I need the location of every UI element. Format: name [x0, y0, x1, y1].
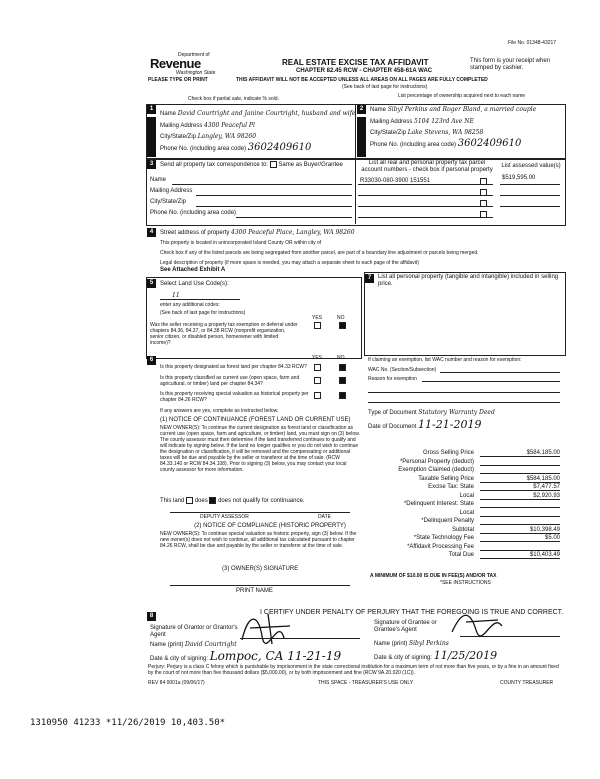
grantor-signature-label: Signature of Grantor or Grantor's Agent: [150, 625, 238, 638]
exemption-claim: If claiming an exemption, list WAC number and reason for exemption:: [368, 357, 522, 363]
doc-type: Statutory Warranty Deed: [418, 409, 495, 416]
print-name: PRINT NAME: [236, 588, 273, 594]
parcel-value: $519,595.00: [502, 175, 536, 181]
grantor-date: Lompoc, CA 11-21-19: [209, 649, 342, 663]
grantor-print: David Courtright: [185, 641, 237, 648]
tax-row-label: Subtotal: [451, 526, 474, 533]
yes-col-2: YES: [312, 355, 323, 361]
logo-dept: Department of: [178, 52, 210, 58]
grantor-print-row: [150, 641, 237, 649]
same-as-buyer-checkbox[interactable]: [270, 161, 277, 168]
tax-row-label: *Delinquent Penalty: [421, 518, 474, 524]
forest-no-checkbox[interactable]: [339, 364, 346, 371]
tax-row-label: Taxable Selling Price: [418, 475, 474, 482]
continuance-title: (1) NOTICE OF CONTINUANCE (FOREST LAND OR CURRENT USE): [160, 417, 351, 423]
tax-row-label: Gross Selling Price: [422, 450, 474, 456]
corr-mailing: Mailing Address: [150, 188, 193, 194]
tax-row-value: [480, 509, 560, 517]
seller-phone: 3602409610: [247, 142, 312, 153]
parcel-checkbox-3[interactable]: [480, 200, 487, 207]
qualify-label: qualify for continuance.: [242, 498, 305, 505]
assessed-header: List assessed value(s): [501, 163, 561, 169]
q-forest-land: Is this property designated as forest land per chapter 84.33 RCW?: [160, 364, 307, 370]
tab-7: 7: [365, 274, 374, 283]
tax-row-value: $584,185.00: [480, 449, 560, 457]
does-not-label: does not: [218, 498, 242, 505]
grantee-signature-label: Signature of Grantee or Grantee's Agent: [374, 620, 437, 633]
correspondence-label: Send all property tax correspondence to:: [160, 162, 269, 169]
tax-row-label: Exemption Claimed (deduct): [398, 467, 474, 473]
tax-row-label: Total Due: [448, 552, 474, 558]
doc-date-label: Date of Document: [368, 424, 417, 430]
corr-phone: Phone No. (including area code): [150, 210, 237, 216]
tax-row-value: $584,185.00: [480, 475, 560, 483]
does-label: does: [194, 498, 208, 505]
tab-1: 1: [147, 105, 156, 114]
see-back-note: (See back of last page for instructions): [342, 84, 428, 90]
personal-property-label: List all personal property (tangible and intangible) included in selling price.: [378, 274, 559, 287]
please-type: PLEASE TYPE OR PRINT: [148, 77, 208, 83]
logo-name: Revenue: [150, 56, 201, 71]
seller-label-bar: [147, 117, 156, 157]
street-value: 4300 Peaceful Place, Langley, WA 98260: [231, 229, 355, 236]
correspondence-row: [160, 161, 343, 169]
file-number: File No. 01348-43217: [508, 40, 557, 46]
buyer-label-bar: [357, 117, 366, 157]
parcel-checkbox-1[interactable]: [480, 178, 487, 185]
tax-row-label: Local: [459, 509, 474, 516]
seller-name: David Courtright and Janine Courtright, husband and wife: [177, 110, 356, 117]
parcels-header: List all real and personal property tax parcel account numbers - check box if personal property: [361, 160, 493, 173]
tax-row-label: Local: [459, 492, 474, 499]
q-current-use: Is this property classified as current use (open space, farm and agricultural, or timber) land per chapter 84.34?: [160, 375, 300, 387]
partial-sale-label: Check box if partial sale, indicate % sold.: [188, 96, 279, 102]
land-use-see-back: (See back of last page for instructions): [160, 310, 246, 316]
tax-row: [368, 475, 562, 484]
doc-date-row: [368, 418, 482, 431]
buyer-name-row: [370, 106, 536, 114]
doc-type-label: Type of Document: [368, 410, 417, 416]
form-warning: THIS AFFIDAVIT WILL NOT BE ACCEPTED UNLESS ALL AREAS ON ALL PAGES ARE FULLY COMPLETED: [236, 77, 488, 83]
recording-stamp: 1310950 41233 *11/26/2019 10,403.50*: [30, 718, 226, 728]
exemption-reason: Reason for exemption: [368, 376, 417, 382]
deputy-date: DATE: [318, 514, 331, 520]
parcel-checkbox-4[interactable]: [480, 211, 487, 218]
buyer-city-row: [370, 129, 483, 137]
no-col-2: NO: [337, 355, 345, 361]
continuance-text: NEW OWNER(S): To continue the current designation as forest land or classification as current use (open space, farm and agriculture, or timber) land, you must sign on (3) below. The county assessor must then determine if the land transferred continues to qualify and will indicate by signing below. If the land no longer qualifies or you do not wish to continue the designation or classification, it will be removed and the compensating or additional taxes will be due and payable by the seller or transferor at the time of sale. (RCW 84.33.140 or RCW 84.34.108). Prior to signing (3) below, you may contact your local county assessor for more information.: [160, 425, 360, 473]
buyer-phone-row: [370, 140, 521, 149]
owner-signature: (3) OWNER(S) SIGNATURE: [222, 566, 299, 572]
land-use-box: [146, 277, 362, 359]
exemption-no-checkbox[interactable]: [339, 322, 346, 329]
tax-row: [368, 509, 562, 518]
tab-4: 4: [147, 228, 156, 237]
grantor-print-label: Name (print): [150, 642, 184, 648]
certify-statement: I CERTIFY UNDER PENALTY OF PERJURY THAT THE FOREGOING IS TRUE AND CORRECT.: [260, 609, 564, 616]
treasurer-use: THIS SPACE - TREASURER'S USE ONLY: [318, 680, 414, 686]
historic-yes-checkbox[interactable]: [314, 392, 321, 399]
tab-5: 5: [147, 279, 156, 288]
receipt-note: This form is your receipt when stamped by cashier.: [470, 58, 551, 71]
form-subtitle: CHAPTER 82.45 RCW - CHAPTER 458-61A WAC: [296, 68, 433, 74]
tax-row-value: $2,920.93: [480, 492, 560, 500]
grantor-signature: [238, 608, 298, 648]
same-as-buyer-label: Same as Buyer/Grantee: [278, 162, 343, 169]
tax-calculation-table: [368, 449, 562, 560]
tax-row-value: [480, 500, 560, 508]
buyer-phone-label: Phone No. (including area code): [370, 142, 457, 148]
street-located: This property is located in unincorporated Island County OR within city of: [160, 240, 322, 246]
does-checkbox[interactable]: [186, 497, 193, 504]
land-use-label: Select Land Use Code(s):: [160, 281, 229, 287]
tax-row-value: [480, 458, 560, 466]
tax-row-value: $7,477.57: [480, 483, 560, 491]
land-use-code: 11: [172, 292, 180, 299]
tax-row: [368, 466, 562, 475]
seller-phone-row: [160, 144, 311, 153]
corr-city: City/State/Zip: [150, 199, 187, 205]
exemption-yes-checkbox[interactable]: [314, 322, 321, 329]
q-historic: Is this property receiving special valuation as historical property per chapter 84.26 RCW?: [160, 391, 309, 403]
deputy-assessor: DEPUTY ASSESSOR: [200, 514, 249, 520]
logo-state: Washington State: [176, 70, 216, 76]
street-row: [160, 229, 355, 237]
tax-row: [368, 551, 562, 560]
minimum-due: A MINIMUM OF $10.00 IS DUE IN FEE(S) AND/OR TAX: [370, 573, 497, 579]
tax-row-value: $5.00: [480, 534, 560, 542]
buyer-name-label: Name: [370, 107, 387, 113]
tax-row: [368, 483, 562, 492]
doc-type-row: [368, 409, 495, 417]
tab-6: 6: [147, 356, 156, 365]
ownership-note: List percentage of ownership acquired next to each name: [398, 93, 526, 99]
seller-phone-label: Phone No. (including area code): [160, 146, 247, 152]
tax-row: [368, 492, 562, 501]
parcel-number: R33030-080-3900 151551: [360, 178, 431, 184]
tax-row: [368, 449, 562, 458]
tab-2: 2: [357, 105, 366, 114]
buyer-city: Lake Stevens, WA 98258: [407, 129, 484, 136]
tax-row-label: *Personal Property (deduct): [399, 458, 474, 465]
grantor-date-label: Date & city of signing:: [150, 656, 209, 662]
buyer-mailing: 5104 123rd Ave NE: [414, 118, 474, 125]
seller-mailing-row: [160, 122, 255, 130]
tax-row-value: $10,403.49: [480, 551, 560, 559]
grantee-print-label: Name (print): [374, 641, 408, 647]
grantee-date-label: Date & city of signing:: [374, 655, 433, 661]
see-instructions: *SEE INSTRUCTIONS: [440, 580, 491, 586]
tax-row-label: *Affidavit Processing Fee: [407, 543, 474, 550]
forest-yes-checkbox[interactable]: [314, 364, 321, 371]
revision: REV 84 0001a (09/06/17): [148, 680, 205, 686]
doc-date: 11-21-2019: [418, 418, 482, 431]
buyer-mailing-label: Mailing Address: [370, 119, 413, 125]
seller-city-label: City/State/Zip: [160, 134, 197, 140]
additional-codes: enter any additional codes:: [160, 302, 220, 308]
county-treasurer: COUNTY TREASURER: [500, 680, 554, 686]
seller-mailing-label: Mailing Address: [160, 123, 203, 129]
yes-col-1: YES: [312, 315, 323, 321]
tax-row-label: *Delinquent Interest: State: [403, 501, 474, 507]
grantee-date: 11/25/2019: [433, 649, 498, 662]
seller-city-row: [160, 133, 256, 141]
wac-number: WAC No. (Section/Subsection): [368, 367, 437, 373]
seller-name-row: [160, 110, 355, 118]
tax-row-value: [480, 517, 560, 525]
tax-row: [368, 500, 562, 509]
corr-name: Name: [150, 177, 167, 183]
parcel-checkbox-2[interactable]: [480, 189, 487, 196]
does-not-checkbox[interactable]: [209, 497, 216, 504]
grantee-date-row: [374, 649, 498, 662]
tax-row: [368, 517, 562, 526]
grantee-print: Sibyl Perkins: [409, 640, 449, 647]
tax-row: [368, 458, 562, 467]
tab-3: 3: [147, 160, 156, 169]
tax-row-label: *State Technology Fee: [413, 535, 474, 541]
street-label: Street address of property: [160, 230, 230, 236]
compliance-title: (2) NOTICE OF COMPLIANCE (HISTORIC PROPERTY): [194, 523, 346, 529]
grantor-date-row: [150, 649, 342, 663]
grantee-print-row: [374, 640, 449, 648]
tax-row-value: [480, 543, 560, 551]
perjury-notice: Perjury: Perjury is a class C felony which is punishable by imprisonment in the state correctional institution for a maximum term of not more than five years, or by a fine in an amount fixed by the court of not more than five thousand dollars ($5,000.00), or by both imprisonment and fine (RCW 9A.20.020 (1C)).: [148, 664, 559, 676]
compliance-text: NEW OWNER(S): To continue special valuation as historic property, sign (3) below. If the new owner(s) does not wish to continue, all additional tax calculated pursuant to chapter 84.26 RCW, shall be due and payable by the seller or transferor at the time of sale.: [160, 531, 357, 549]
dor-logo: [150, 52, 220, 76]
continuance-qualify-row: [160, 497, 304, 505]
no-col-1: NO: [337, 315, 345, 321]
legal-description-label: Legal description of property (if more space is needed, you may attach a separate sheet to each page of the affidavit): [160, 260, 419, 266]
segregated-note: Check box if any of the listed parcels are being segregated from another parcel, are part of a boundary line adjustment or parcels being merged.: [160, 250, 479, 256]
tax-row-value: [480, 466, 560, 474]
seller-city: Langley, WA 98260: [197, 133, 257, 140]
tax-row-value: $10,398.49: [480, 526, 560, 534]
tab-8: 8: [147, 612, 156, 621]
grantee-signature: [448, 606, 508, 638]
buyer-phone: 3602409610: [457, 138, 522, 149]
yes-instruction: If any answers are yes, complete as instructed below.: [160, 408, 279, 414]
tax-row-label: Excise Tax: State: [428, 484, 474, 490]
historic-no-checkbox[interactable]: [339, 392, 346, 399]
tax-row: [368, 526, 562, 535]
buyer-mailing-row: [370, 118, 474, 126]
buyer-name: Sibyl Perkins and Roger Bland, a married couple: [387, 106, 537, 113]
this-land-label: This land: [160, 498, 185, 505]
exemption-question: Was the seller receiving a property tax exemption or deferral under chapters 84.36, 84.37, or 84.38 RCW (nonprofit organization, senior citizen, or disabled person, homeowner with limited income)?: [150, 322, 298, 346]
legal-description-value: See Attached Exhibit A: [160, 267, 226, 273]
tax-row: [368, 534, 562, 543]
current-use-no-checkbox[interactable]: [339, 377, 346, 384]
seller-name-label: Name: [160, 111, 177, 117]
tax-row: [368, 543, 562, 552]
seller-mailing: 4300 Peaceful Pl: [204, 122, 255, 129]
buyer-city-label: City/State/Zip: [370, 130, 407, 136]
current-use-yes-checkbox[interactable]: [314, 377, 321, 384]
form-title: REAL ESTATE EXCISE TAX AFFIDAVIT: [282, 58, 429, 67]
